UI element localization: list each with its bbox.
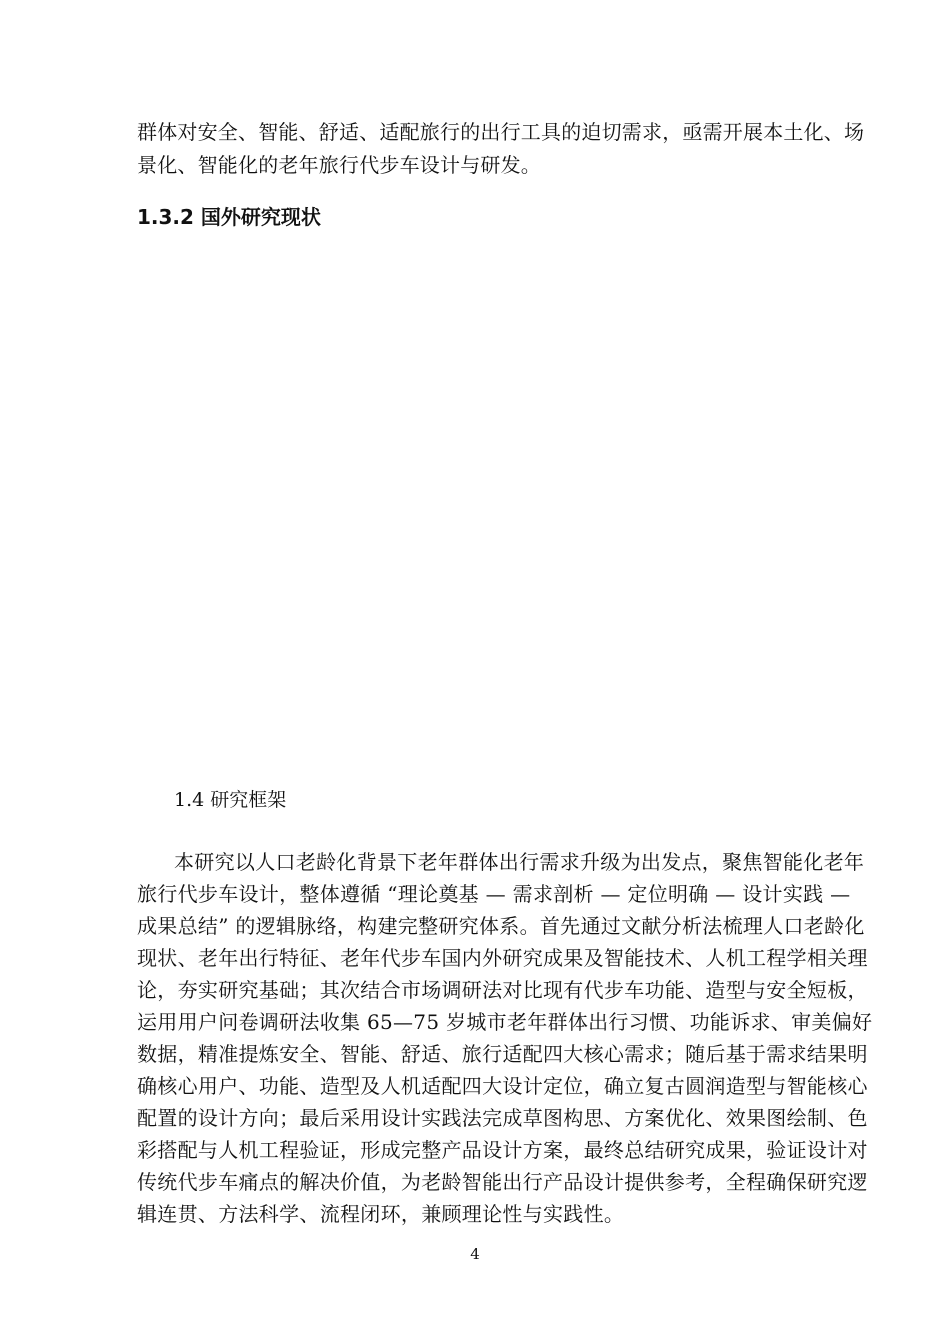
framework-line-6: 运用用户问卷调研法收集 65—75 岁城市老年群体出行习惯、功能诉求、审美偏好 bbox=[137, 1010, 873, 1034]
framework-line-11: 传统代步车痛点的解决价值，为老龄智能出行产品设计提供参考，全程确保研究逻 bbox=[137, 1170, 868, 1194]
section-heading-1-3-2: 1.3.2 国外研究现状 bbox=[137, 205, 321, 229]
page-number: 4 bbox=[470, 1245, 480, 1263]
framework-line-10: 彩搭配与人机工程验证，形成完整产品设计方案，最终总结研究成果，验证设计对 bbox=[137, 1138, 868, 1162]
framework-line-8: 确核心用户、功能、造型及人机适配四大设计定位，确立复古圆润造型与智能核心 bbox=[137, 1074, 868, 1098]
framework-line-4: 现状、老年出行特征、老年代步车国内外研究成果及智能技术、人机工程学相关理 bbox=[137, 946, 868, 970]
intro-line-1: 群体对安全、智能、舒适、适配旅行的出行工具的迫切需求，亟需开展本土化、场 bbox=[137, 120, 865, 144]
framework-line-12: 辑连贯、方法科学、流程闭环，兼顾理论性与实践性。 bbox=[137, 1202, 625, 1226]
framework-line-2: 旅行代步车设计，整体遵循 “理论奠基 — 需求剖析 — 定位明确 — 设计实践 — bbox=[137, 882, 851, 906]
section-heading-1-4: 1.4 研究框架 bbox=[174, 789, 287, 811]
framework-line-9: 配置的设计方向；最后采用设计实践法完成草图构思、方案优化、效果图绘制、色 bbox=[137, 1106, 868, 1130]
framework-line-3: 成果总结” 的逻辑脉络，构建完整研究体系。首先通过文献分析法梳理人口老龄化 bbox=[137, 914, 865, 938]
framework-line-7: 数据，精准提炼安全、智能、舒适、旅行适配四大核心需求；随后基于需求结果明 bbox=[137, 1042, 868, 1066]
framework-line-5: 论，夯实研究基础；其次结合市场调研法对比现有代步车功能、造型与安全短板， bbox=[137, 978, 868, 1002]
intro-line-2: 景化、智能化的老年旅行代步车设计与研发。 bbox=[137, 153, 541, 177]
framework-line-1: 本研究以人口老龄化背景下老年群体出行需求升级为出发点，聚焦智能化老年 bbox=[174, 850, 865, 874]
